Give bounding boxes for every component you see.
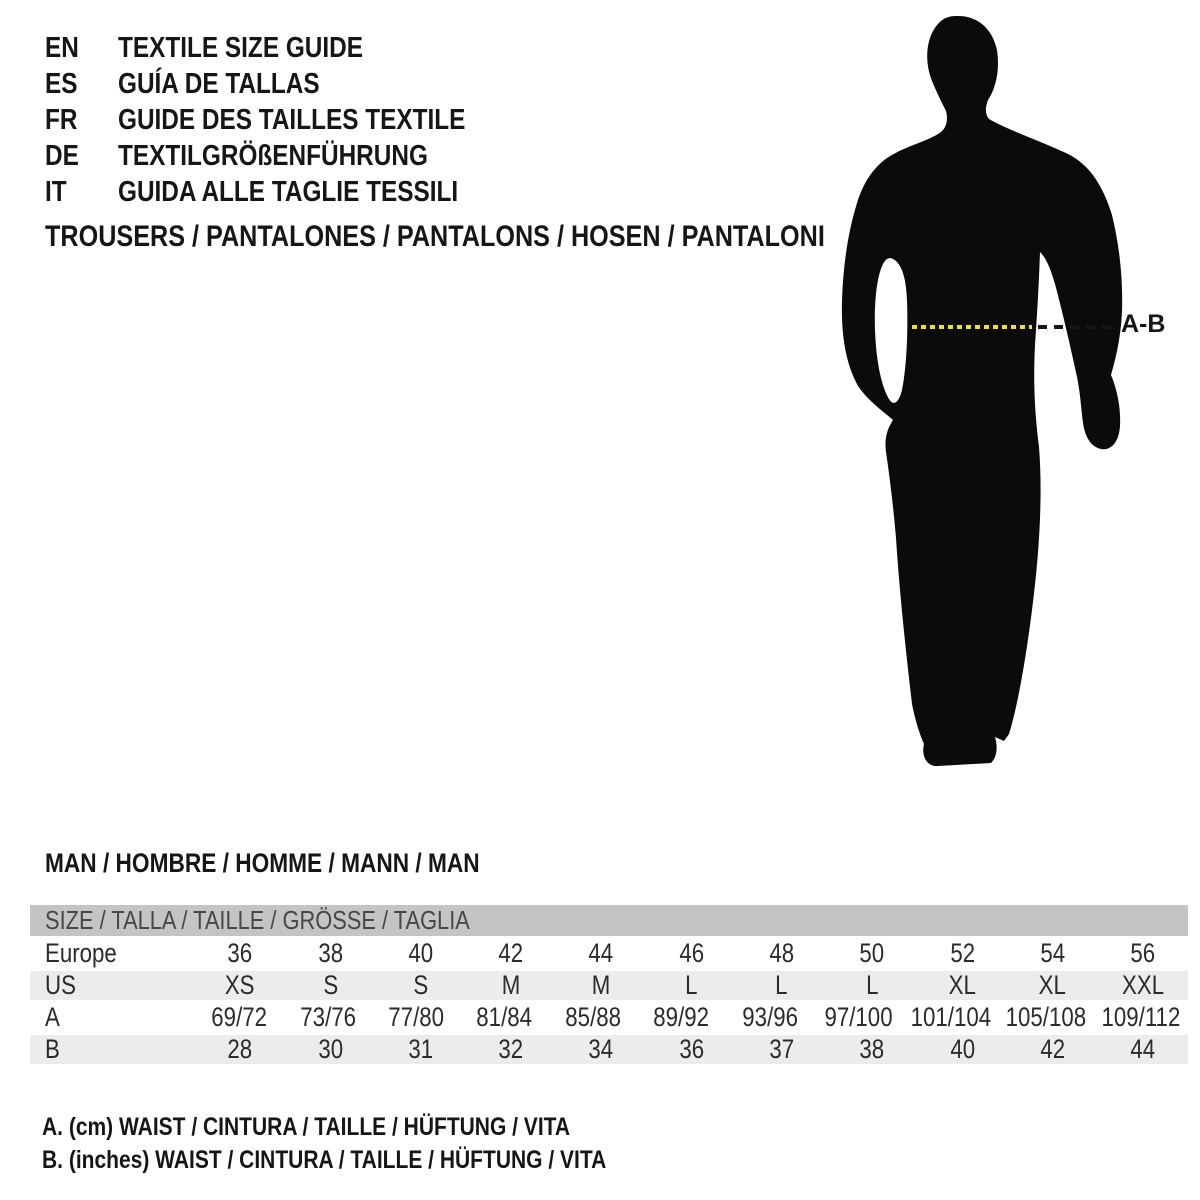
size-table-cell-value: 44	[1130, 1034, 1156, 1064]
size-table-cell-value: 109/112	[1101, 1002, 1181, 1032]
waist-measure-label: A-B	[1121, 310, 1166, 338]
size-table-cell	[637, 1002, 725, 1033]
size-table-cell	[917, 970, 1007, 1001]
size-table-cell	[726, 1002, 814, 1033]
size-table-cell	[998, 1002, 1094, 1033]
size-table-cell-value: L	[865, 970, 879, 1000]
footnote-text: A. (cm) WAIST / CINTURA / TAILLE / HÜFTUNG / VITA	[42, 1113, 571, 1141]
size-table-rows	[30, 939, 1188, 1064]
size-table-cell-value: 28	[227, 1034, 253, 1064]
language-label: GUIDA ALLE TAGLIE TESSILI	[118, 175, 459, 208]
size-table-row-label	[30, 1034, 195, 1065]
size-table-cell	[1007, 938, 1097, 969]
size-table-cell	[376, 938, 466, 969]
size-table-cell-value: 30	[318, 1034, 343, 1064]
size-table-row-label	[30, 938, 195, 969]
size-table-cell	[903, 1002, 999, 1033]
size-table-cell-value: 56	[1130, 938, 1156, 968]
size-table-cell	[1094, 1002, 1188, 1033]
size-table-cell-value: 50	[859, 938, 885, 968]
size-table-cell-value: 54	[1040, 938, 1065, 968]
size-table-row-label-text: B	[45, 1034, 60, 1064]
size-table-cell-value: M	[501, 970, 521, 1000]
size-table-cell	[814, 1002, 902, 1033]
man-silhouette-path	[842, 16, 1122, 766]
size-table-cell	[466, 938, 556, 969]
size-table-row-label-text: A	[45, 1002, 60, 1032]
size-table-cell-value: 40	[949, 1034, 975, 1064]
size-table-cell	[466, 970, 556, 1001]
size-table-row-europe	[30, 939, 1188, 968]
size-table-cell	[556, 938, 646, 969]
size-table-cell	[195, 970, 285, 1001]
size-table-cell-value: 89/92	[653, 1002, 710, 1032]
gender-section-title-text: MAN / HOMBRE / HOMME / MANN / MAN	[45, 848, 480, 878]
size-table-cell	[556, 970, 646, 1001]
size-table-cell-value: S	[413, 970, 429, 1000]
footnote-line	[42, 1144, 714, 1177]
size-table-cell-value: 77/80	[388, 1002, 444, 1032]
size-table-cell	[1098, 1034, 1188, 1065]
size-table-header-label: SIZE / TALLA / TAILLE / GRÖSSE / TAGLIA	[45, 905, 470, 935]
size-table-cell-value: 46	[679, 938, 704, 968]
size-table-cell	[195, 938, 285, 969]
size-table-cell	[827, 938, 917, 969]
language-code: DE	[45, 139, 79, 172]
size-table-row-label	[30, 970, 195, 1001]
size-table-cell	[646, 970, 736, 1001]
size-table-cell-value: 31	[408, 1034, 434, 1064]
size-table-cell	[737, 1034, 827, 1065]
size-table	[30, 905, 1188, 1067]
measurement-footnotes	[42, 1111, 714, 1177]
language-code: ES	[45, 67, 78, 100]
language-label: TEXTILGRÖßENFÜHRUNG	[118, 139, 428, 172]
size-table-cell	[1098, 970, 1188, 1001]
size-table-cell-value: 38	[318, 938, 343, 968]
size-table-cell	[556, 1034, 646, 1065]
size-table-cell	[1007, 970, 1097, 1001]
size-table-cell-value: XXL	[1121, 970, 1164, 1000]
size-table-cell-value: 73/76	[299, 1002, 356, 1032]
size-table-cell	[195, 1002, 283, 1033]
size-table-cell-value: S	[322, 970, 338, 1000]
size-table-cell-value: 85/88	[565, 1002, 621, 1032]
size-table-row-label-text: US	[45, 970, 76, 1000]
size-table-cell	[827, 1034, 917, 1065]
size-table-cell-value: 97/100	[824, 1002, 893, 1032]
size-table-cell	[549, 1002, 637, 1033]
size-table-cell	[372, 1002, 460, 1033]
size-table-cell-value: 42	[1040, 1034, 1065, 1064]
size-table-cell-value: 69/72	[211, 1002, 268, 1032]
size-table-cell-value: 38	[859, 1034, 885, 1064]
size-table-cell-value: XS	[225, 970, 255, 1000]
size-table-cell	[460, 1002, 548, 1033]
size-table-cell	[285, 938, 375, 969]
language-label: GUÍA DE TALLAS	[118, 67, 320, 100]
size-table-cell-value: M	[591, 970, 611, 1000]
size-table-cell-value: XL	[948, 970, 976, 1000]
size-table-cell-value: 105/108	[1006, 1002, 1087, 1032]
size-table-cell-value: L	[685, 970, 698, 1000]
size-table-cell-value: 101/104	[910, 1002, 991, 1032]
size-table-cell-value: 37	[769, 1034, 795, 1064]
size-table-row-b	[30, 1035, 1188, 1064]
size-table-cell	[1098, 938, 1188, 969]
size-table-row-a	[30, 1003, 1188, 1032]
language-label: GUIDE DES TAILLES TEXTILE	[118, 103, 466, 136]
size-table-cell-value: 52	[949, 938, 975, 968]
language-code: FR	[45, 103, 78, 136]
size-table-cell-value: 81/84	[476, 1002, 533, 1032]
size-table-cell	[646, 1034, 736, 1065]
language-code: IT	[45, 175, 67, 208]
size-table-cell-value: XL	[1038, 970, 1067, 1000]
size-table-cell	[195, 1034, 285, 1065]
size-table-cell-value: L	[775, 970, 788, 1000]
language-label: TEXTILE SIZE GUIDE	[118, 31, 363, 64]
size-table-cell	[285, 970, 375, 1001]
footnote-line	[42, 1111, 714, 1144]
size-table-row-label-text: Europe	[45, 938, 117, 968]
size-table-cell	[376, 970, 466, 1001]
size-table-cell	[917, 938, 1007, 969]
size-table-cell	[1007, 1034, 1097, 1065]
size-table-cell	[827, 970, 917, 1001]
size-table-cell	[466, 1034, 556, 1065]
size-table-cell-value: 48	[769, 938, 795, 968]
size-table-cell	[737, 970, 827, 1001]
size-table-cell-value: 34	[588, 1034, 614, 1064]
size-table-cell-value: 93/96	[742, 1002, 798, 1032]
size-table-cell-value: 36	[679, 1034, 704, 1064]
size-table-cell	[646, 938, 736, 969]
size-table-header	[30, 905, 1188, 936]
size-table-cell-value: 36	[227, 938, 253, 968]
size-table-row-us	[30, 971, 1188, 1000]
size-table-cell-value: 40	[408, 938, 434, 968]
size-table-cell-value: 32	[498, 1034, 524, 1064]
size-table-cell-value: 42	[498, 938, 524, 968]
size-table-cell	[376, 1034, 466, 1065]
size-table-cell	[737, 938, 827, 969]
size-table-cell	[283, 1002, 371, 1033]
size-table-row-label	[30, 1002, 195, 1033]
size-table-cell	[917, 1034, 1007, 1065]
category-title-text: TROUSERS / PANTALONES / PANTALONS / HOSEN / PANTALONI	[45, 220, 825, 253]
language-code: EN	[45, 31, 79, 64]
footnote-text: B. (inches) WAIST / CINTURA / TAILLE / HÜFTUNG / VITA	[42, 1146, 607, 1174]
size-table-cell	[285, 1034, 375, 1065]
size-table-cell-value: 44	[588, 938, 614, 968]
gender-section-title	[45, 848, 562, 879]
